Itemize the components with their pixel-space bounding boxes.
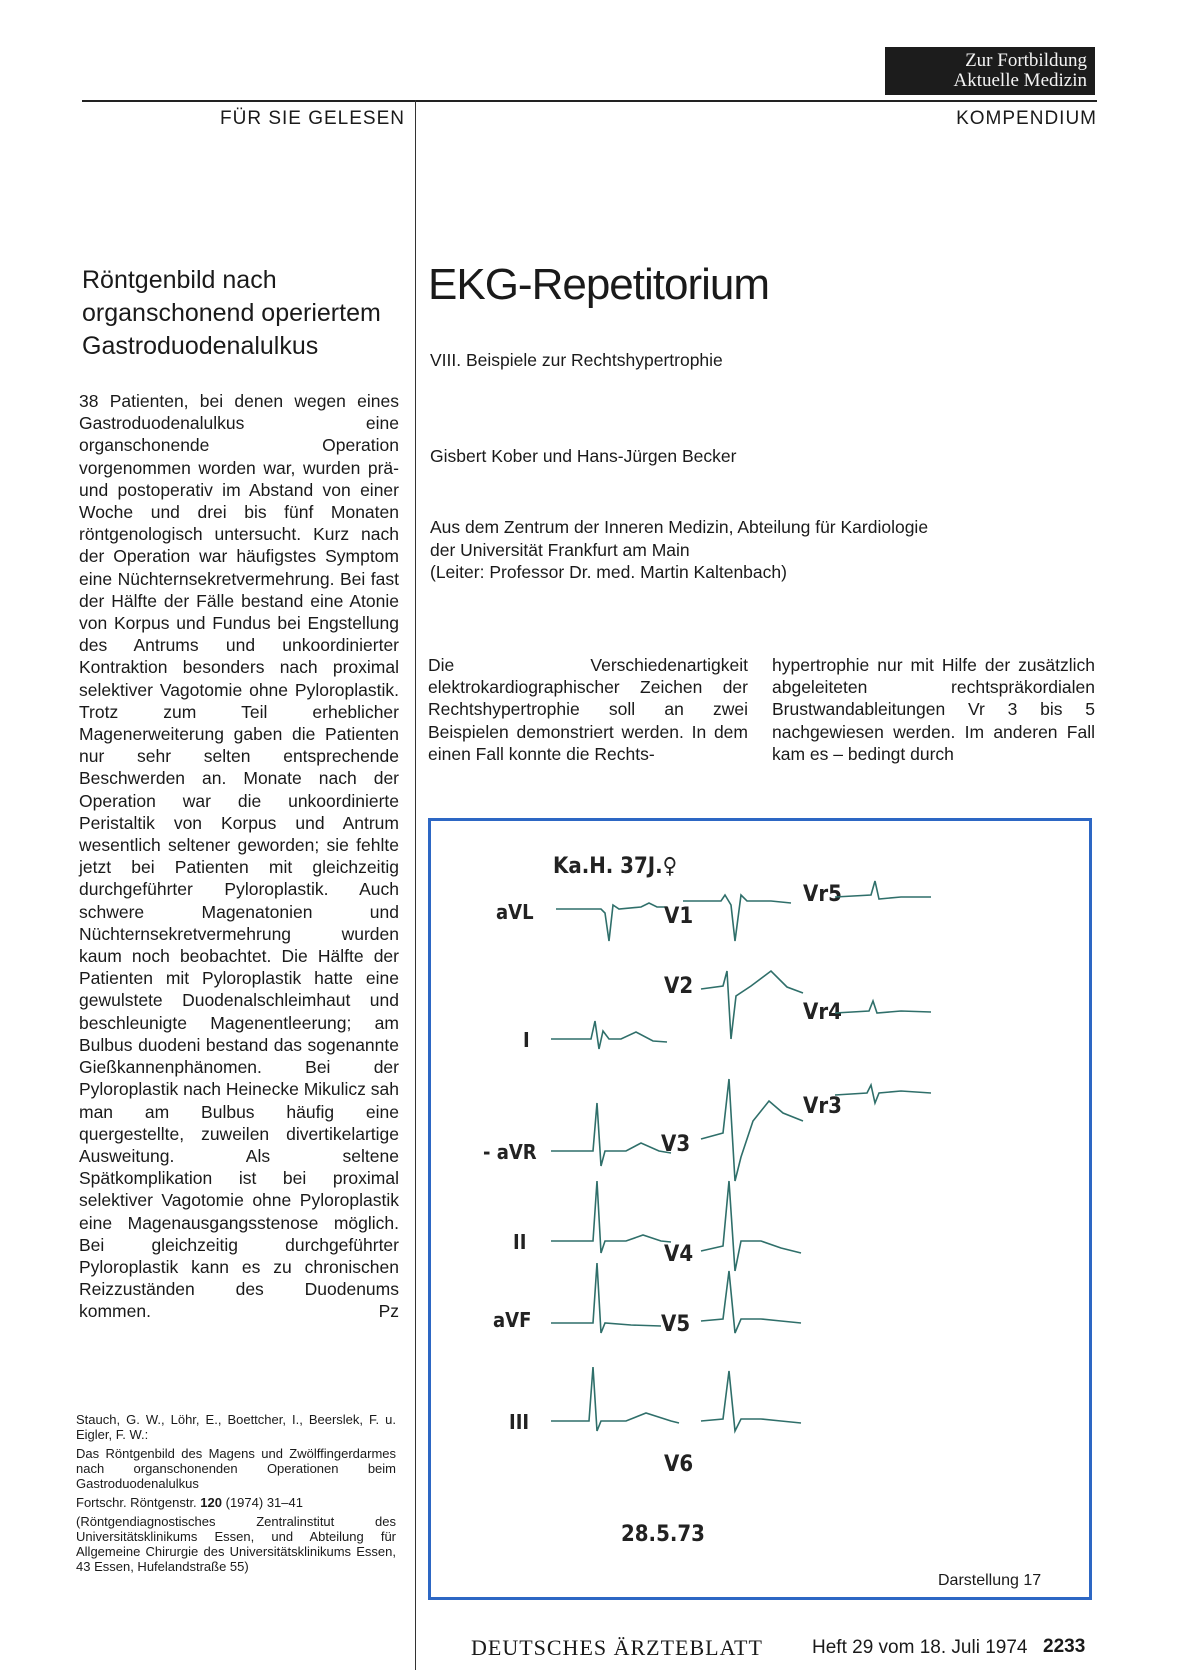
- lead-label-vr5: Vr5: [803, 882, 842, 907]
- lead-label-v6: V6: [664, 1452, 694, 1477]
- lead-label-v1: V1: [664, 904, 694, 929]
- ecg-trace-i: [551, 1021, 667, 1049]
- ecg-trace-ii: [551, 1181, 671, 1253]
- lead-label-vr4: Vr4: [803, 1000, 842, 1025]
- left-title-line-1: Röntgenbild nach: [82, 266, 277, 294]
- ref-pages: (1974) 31–41: [225, 1495, 303, 1510]
- ref-journal: [76, 1495, 396, 1510]
- lead-label-i: I: [523, 1028, 530, 1052]
- affil-line-1: Aus dem Zentrum der Inneren Medizin, Abteilung für Kardiologie: [430, 517, 929, 537]
- lead-label-v5: V5: [661, 1312, 691, 1337]
- column-divider: [415, 100, 416, 1670]
- ref-institution: (Röntgendiagnostisches Zentralinstitut des Universitätsklinikums Essen, und Abteilung für Allgemeine Chirurgie des Universitätsklinikums Essen, 43 Essen, Hufelandstraße 55): [76, 1514, 396, 1574]
- badge-line-2: Aktuelle Medizin: [953, 70, 1087, 91]
- date-label: 28.5.73: [621, 1522, 705, 1547]
- article-column-2: hypertrophie nur mit Hilfe der zusätzlich abgeleiteten rechtspräkordialen Brustwandableitungen Vr 3 bis 5 nachgewiesen werden. Im anderen Fall kam es – bedingt durch: [772, 655, 1095, 764]
- article-authors: Gisbert Kober und Hans-Jürgen Becker: [430, 446, 737, 466]
- ecg-trace-v5: [701, 1271, 801, 1333]
- footer-magazine: DEUTSCHES ÄRZTEBLATT: [471, 1635, 763, 1660]
- lead-label-avl: aVL: [496, 900, 534, 924]
- ecg-trace-vr4: [835, 1001, 931, 1013]
- ref-volume: 120: [200, 1495, 222, 1510]
- reference-block: [76, 1412, 396, 1578]
- badge-line-1: Zur Fortbildung: [965, 50, 1087, 71]
- lead-label-v4: V4: [664, 1242, 694, 1267]
- ecg-trace-v4: [701, 1181, 801, 1271]
- left-title-line-3: Gastroduodenalulkus: [82, 332, 319, 360]
- header-rule: [82, 100, 1097, 102]
- article-column-1: Die Verschiedenartigkeit elektrokardiographischer Zeichen der Rechtshypertrophie soll an zwei Beispielen demonstriert werden. In dem einen Fall konnte die Rechts-: [428, 655, 748, 764]
- section-label-left: FÜR SIE GELESEN: [220, 108, 405, 129]
- left-article-body: [79, 390, 399, 1323]
- affil-line-2: der Universität Frankfurt am Main: [430, 539, 690, 560]
- lead-label-v3: V3: [661, 1132, 691, 1157]
- lead-label-ii: II: [513, 1230, 527, 1254]
- footer-issue: Heft 29 vom 18. Juli 1974: [812, 1637, 1028, 1658]
- figure-caption: Darstellung 17: [938, 1572, 1042, 1589]
- lead-label-avf: aVF: [493, 1308, 532, 1332]
- lead-label-avr: - aVR: [483, 1140, 537, 1164]
- article-title: EKG-Repetitorium: [428, 260, 770, 309]
- lead-label-iii: III: [509, 1410, 530, 1434]
- article-subtitle: VIII. Beispiele zur Rechtshypertrophie: [430, 350, 723, 370]
- ecg-trace-avr: [551, 1103, 671, 1166]
- ref-journal-prefix: Fortschr. Röntgenstr.: [76, 1495, 197, 1510]
- left-signature: Pz: [378, 1301, 399, 1322]
- ecg-trace-avf: [551, 1263, 661, 1333]
- affil-line-3: (Leiter: Professor Dr. med. Martin Kaltenbach): [430, 562, 787, 582]
- ref-title: Das Röntgenbild des Magens und Zwölffingerdarmes nach organschonenden Operationen beim Gastroduodenalulkus: [76, 1446, 396, 1491]
- ecg-trace-v1: [683, 895, 791, 941]
- ecg-trace-vr5: [835, 881, 931, 899]
- ecg-figure: [428, 818, 1092, 1600]
- section-badge: [885, 47, 1095, 95]
- ecg-tracings: [431, 821, 1089, 1597]
- lead-label-vr3: Vr3: [803, 1094, 842, 1119]
- patient-label: Ka.H. 37J.♀: [553, 854, 678, 879]
- ecg-trace-vr3: [835, 1085, 931, 1103]
- ecg-trace-iii: [551, 1367, 679, 1431]
- ref-authors: Stauch, G. W., Löhr, E., Boettcher, I., Beerslek, F. u. Eigler, F. W.:: [76, 1412, 396, 1442]
- ecg-trace-v2: [701, 971, 803, 1039]
- left-article-title: [82, 264, 412, 363]
- lead-label-v2: V2: [664, 974, 694, 999]
- ecg-trace-v3: [701, 1079, 803, 1181]
- ecg-trace-avl: [556, 903, 667, 941]
- left-title-line-2: organschonend operiertem: [82, 299, 381, 327]
- footer-page-number: 2233: [1043, 1636, 1086, 1657]
- article-affiliation: [430, 516, 1070, 584]
- left-body-text: 38 Patienten, bei denen wegen eines Gastroduodenalulkus eine organschonende Operation vorgenommen worden war, wurden prä- und postoperativ im Abstand von einer Woche und drei bis fünf Monaten röntgenologisch untersucht. Kurz nach der Operation war häufigstes Symptom eine Nüchternsekretvermehrung. Bei fast der Hälfte der Fälle bestand eine Atonie von Korpus und Fundus bei Engstellung des Antrums und unkoordinierter Kontraktion besonders nach proximal selektiver Vagotomie ohne Pyloroplastik. Trotz zum Teil erheblicher Magenerweiterung gaben die Patienten nur sehr selten entsprechende Beschwerden an. Monate nach der Operation war die unkoordinierte Peristaltik von Korpus und Antrum wesentlich seltener geworden; sie fehlte jetzt bei Patienten mit gleichzeitig durchgeführter Pyloroplastik. Auch schwere Magenatonien und Nüchternsekretvermehrung wurden kaum noch beobachtet. Die Hälfte der Patienten mit Pyloroplastik hatte eine gewulstete Duodenalschleimhaut und beschleunigte Magenentleerung; am Bulbus duodeni bestand das sogenannte Gießkannenphänomen. Bei der Pyloroplastik nach Heinecke Mikulicz sah man am Bulbus häufig eine quergestellte, zuweilen divertikelartige Ausweitung. Als seltene Spätkomplikation ist bei proximal selektiver Vagotomie ohne Pyloroplastik eine Magenausgangsstenose möglich. Bei gleichzeitig durchgeführter Pyloroplastik kann es zu chronischen Reizzuständen des Duodenums kommen.: [79, 391, 399, 1322]
- section-label-right: KOMPENDIUM: [956, 108, 1097, 129]
- ecg-trace-v6: [701, 1371, 801, 1431]
